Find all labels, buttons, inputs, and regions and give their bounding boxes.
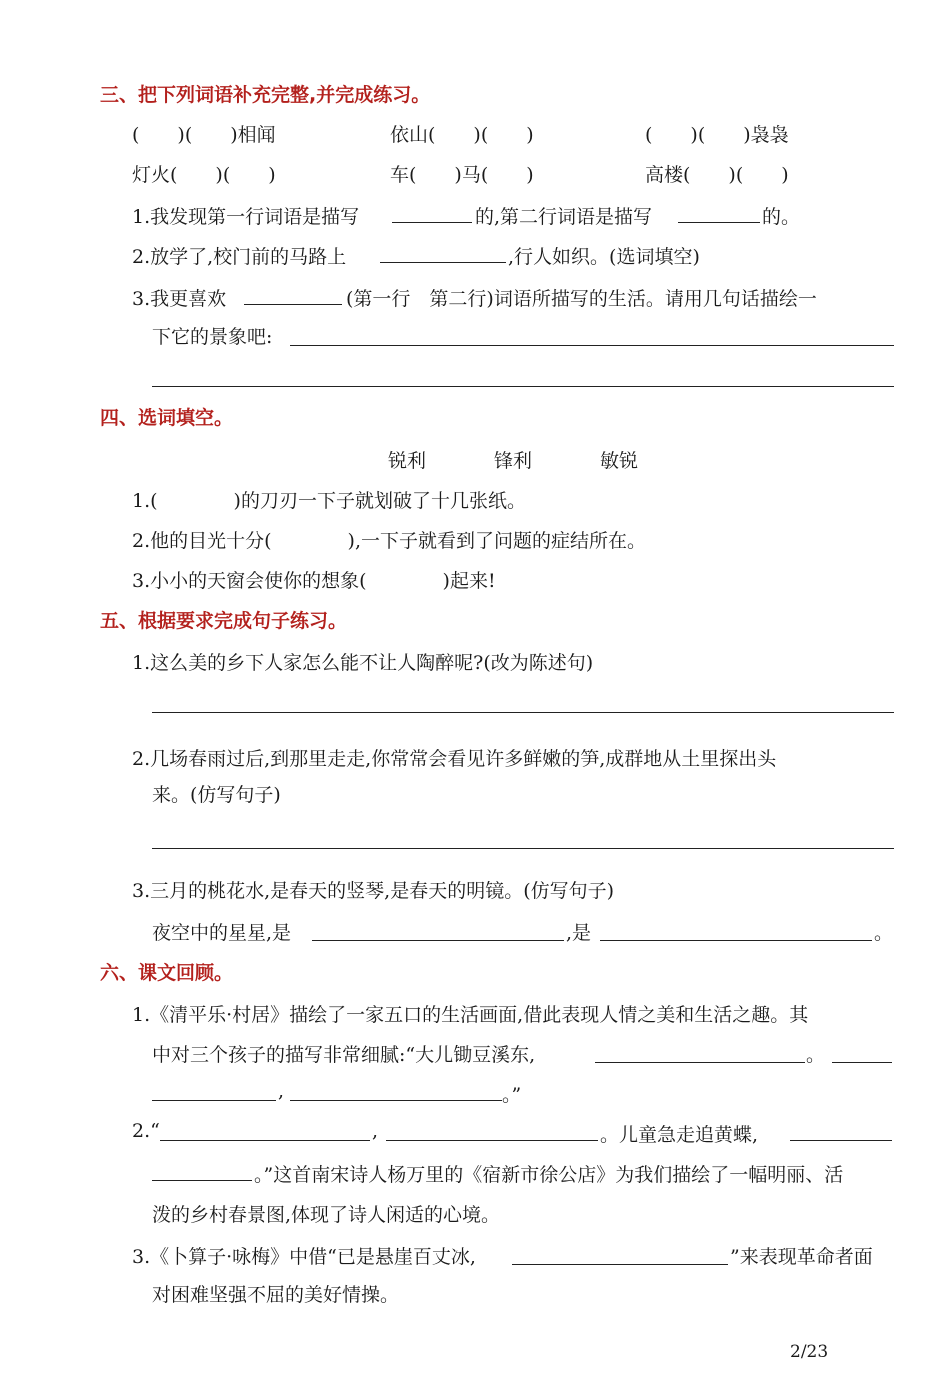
s3-q2-blank[interactable] <box>380 262 506 263</box>
s6-q3-part2: ”来表现革命者面 <box>730 1246 873 1268</box>
word-option-1: 锐利 <box>388 450 427 472</box>
section6-heading: 六、课文回顾。 <box>100 962 234 984</box>
idiom-r2-1: 灯火( )( ) <box>132 164 276 186</box>
s3-answer-line-1[interactable] <box>290 345 894 346</box>
s5-q3-blank1[interactable] <box>312 940 564 941</box>
page-number: 2/23 <box>790 1342 829 1362</box>
s6-q2-blank3[interactable] <box>790 1140 892 1141</box>
s6-q1-line1: 1.《清平乐·村居》描绘了一家五口的生活画面,借此表现人情之美和生活之趣。其 <box>132 1004 809 1026</box>
idiom-r1-2: 依山( )( ) <box>390 124 534 146</box>
s3-q3-part3: 下它的景象吧: <box>152 326 273 348</box>
s6-q2-blank2[interactable] <box>386 1140 598 1141</box>
s6-q3-part3: 对困难坚强不屈的美好情操。 <box>152 1284 400 1306</box>
s3-q1-part2: 的,第二行词语是描写 <box>475 206 653 228</box>
word-option-2: 锋利 <box>494 450 533 472</box>
s3-q1-part3: 的。 <box>762 206 801 228</box>
s6-q2-blank1[interactable] <box>160 1140 370 1141</box>
s6-q2-part3: 。儿童急走追黄蝶, <box>600 1124 759 1146</box>
idiom-r1-1: ( )( )相闻 <box>132 124 276 146</box>
s6-q1-part1: 中对三个孩子的描写非常细腻:“大儿锄豆溪东, <box>152 1044 536 1066</box>
s5-q1-answer-line[interactable] <box>152 712 894 713</box>
word-option-3: 敏锐 <box>600 450 639 472</box>
s6-q1-blank3[interactable] <box>290 1100 502 1101</box>
s3-q1-part1: 1.我发现第一行词语是描写 <box>132 206 360 228</box>
idiom-r2-2: 车( )马( ) <box>390 164 534 186</box>
idiom-r1-3: ( )( )袅袅 <box>645 124 789 146</box>
section5-heading: 五、根据要求完成句子练习。 <box>100 610 348 632</box>
s3-answer-line-2[interactable] <box>152 386 894 387</box>
s3-q3-blank[interactable] <box>244 304 342 305</box>
s4-q3: 3.小小的天窗会使你的想象( )起来! <box>132 570 496 592</box>
s6-q2-part1: 2.“ <box>132 1120 160 1142</box>
s6-q1-blank2-cont[interactable] <box>152 1100 276 1101</box>
s6-q1-blank2[interactable] <box>832 1062 892 1063</box>
s3-q2-part2: ,行人如织。(选词填空) <box>508 246 700 268</box>
s6-q2-blank3-cont[interactable] <box>152 1180 252 1181</box>
s5-q3-part1: 夜空中的星星,是 <box>152 922 292 944</box>
s5-q3-line1: 3.三月的桃花水,是春天的竖琴,是春天的明镜。(仿写句子) <box>132 880 615 902</box>
s6-q1-part3: , <box>278 1080 285 1102</box>
s5-q3-part3: 。 <box>874 922 894 944</box>
s5-q3-blank2[interactable] <box>600 940 872 941</box>
s5-q1: 1.这么美的乡下人家怎么能不让人陶醉呢?(改为陈述句) <box>132 652 594 674</box>
s3-q1-blank1[interactable] <box>392 222 472 223</box>
s6-q3-part1: 3.《卜算子·咏梅》中借“已是悬崖百丈冰, <box>132 1246 476 1268</box>
s4-q2: 2.他的目光十分( ),一下子就看到了问题的症结所在。 <box>132 530 646 552</box>
s6-q1-part2: 。 <box>806 1044 826 1066</box>
idiom-r2-3: 高楼( )( ) <box>645 164 789 186</box>
s3-q3-part2: (第一行 第二行)词语所描写的生活。请用几句话描绘一 <box>346 288 817 310</box>
s6-q1-part4: 。” <box>502 1084 522 1106</box>
s6-q2-part2: , <box>372 1120 379 1142</box>
s6-q2-part4: 。”这首南宋诗人杨万里的《宿新市徐公店》为我们描绘了一幅明丽、活 <box>254 1164 844 1186</box>
s5-q2-line2: 来。(仿写句子) <box>152 784 281 806</box>
s3-q2-part1: 2.放学了,校门前的马路上 <box>132 246 347 268</box>
s6-q3-blank[interactable] <box>512 1264 728 1265</box>
s6-q1-blank1[interactable] <box>595 1062 805 1063</box>
s5-q3-part2: ,是 <box>566 922 592 944</box>
s5-q2-answer-line[interactable] <box>152 848 894 849</box>
s4-q1: 1.( )的刀刃一下子就划破了十几张纸。 <box>132 490 526 512</box>
s6-q2-part5: 泼的乡村春景图,体现了诗人闲适的心境。 <box>152 1204 501 1226</box>
s3-q1-blank2[interactable] <box>678 222 760 223</box>
section3-heading: 三、把下列词语补充完整,并完成练习。 <box>100 84 431 106</box>
section4-heading: 四、选词填空。 <box>100 407 234 429</box>
s5-q2-line1: 2.几场春雨过后,到那里走走,你常常会看见许多鲜嫩的笋,成群地从土里探出头 <box>132 748 777 770</box>
s3-q3-part1: 3.我更喜欢 <box>132 288 227 310</box>
